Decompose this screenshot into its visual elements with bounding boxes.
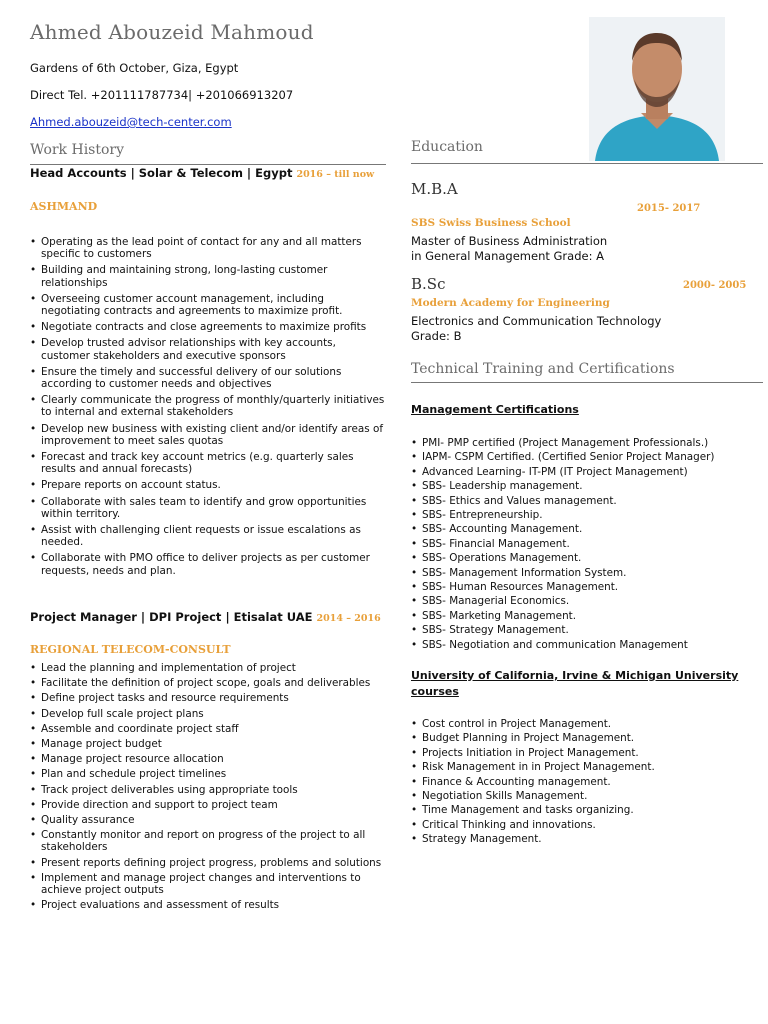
management-certifications-title: Management Certifications — [411, 403, 579, 416]
company-name-1: ASHMAND — [30, 200, 98, 213]
job-2-responsibilities — [30, 662, 386, 911]
list-item: • Manage project resource allocation — [30, 753, 386, 765]
list-item: • Plan and schedule project timelines — [30, 768, 386, 780]
degree-description: Master of Business Administration — [411, 234, 608, 248]
company-name-2: REGIONAL TELECOM-CONSULT — [30, 643, 231, 656]
list-item: • Define project tasks and resource requirements — [30, 692, 386, 704]
education-heading: Education — [411, 139, 483, 155]
person-silhouette-icon — [589, 17, 725, 161]
degree-grade: Grade: B — [411, 329, 462, 343]
list-item: • SBS- Leadership management. — [411, 479, 763, 493]
list-item: • Building and maintaining strong, long-lasting customer relationships — [30, 264, 386, 288]
list-item: • Develop trusted advisor relationships with key accounts, customer stakeholders and executive sponsors — [30, 337, 386, 361]
list-item: • Projects Initiation in Project Management. — [411, 746, 763, 760]
work-history-heading: Work History — [30, 142, 125, 158]
list-item: • Negotiation Skills Management. — [411, 789, 763, 803]
work-history-divider — [30, 164, 386, 165]
list-item: • Constantly monitor and report on progress of the project to all stakeholders — [30, 829, 386, 853]
list-item: • Collaborate with PMO office to deliver projects as per customer requests, needs and plan. — [30, 552, 386, 576]
list-item: • Advanced Learning- IT-PM (IT Project Management) — [411, 465, 763, 479]
job-title-text: Project Manager | DPI Project | Etisalat UAE — [30, 610, 313, 624]
degree-dates: 2000- 2005 — [683, 280, 747, 291]
training-heading: Technical Training and Certifications — [411, 361, 675, 377]
degree-description: Electronics and Communication Technology — [411, 314, 662, 328]
list-item: • SBS- Entrepreneurship. — [411, 508, 763, 522]
degree-mba: M.B.A — [411, 180, 458, 198]
list-item: • Assist with challenging client requests or issue escalations as needed. — [30, 524, 386, 548]
job-dates: 2014 – 2016 — [316, 613, 381, 624]
list-item: • Prepare reports on account status. — [30, 479, 386, 491]
list-item: • SBS- Strategy Management. — [411, 623, 763, 637]
list-item: • Cost control in Project Management. — [411, 717, 763, 731]
job-title-text: Head Accounts | Solar & Telecom | Egypt — [30, 166, 293, 180]
list-item: • Lead the planning and implementation of project — [30, 662, 386, 674]
job-dates: 2016 – till now — [296, 169, 375, 180]
list-item: • Overseeing customer account management, including negotiating contracts and agreements to maximize profit. — [30, 293, 386, 317]
phone-numbers: Direct Tel. +201111787734| +201066913207 — [30, 88, 294, 102]
list-item: • SBS- Marketing Management. — [411, 609, 763, 623]
university-courses-list — [411, 717, 763, 847]
degree-grade: in General Management Grade: A — [411, 249, 604, 263]
list-item: • SBS- Managerial Economics. — [411, 594, 763, 608]
email-link[interactable]: Ahmed.abouzeid@tech-center.com — [30, 115, 232, 129]
list-item: • SBS- Ethics and Values management. — [411, 494, 763, 508]
list-item: • Critical Thinking and innovations. — [411, 818, 763, 832]
list-item: • Manage project budget — [30, 738, 386, 750]
university-courses-subtitle: courses — [411, 685, 459, 698]
list-item: • Assemble and coordinate project staff — [30, 723, 386, 735]
list-item: • SBS- Operations Management. — [411, 551, 763, 565]
profile-photo — [589, 17, 725, 161]
school-name: SBS Swiss Business School — [411, 217, 571, 229]
candidate-name: Ahmed Abouzeid Mahmoud — [30, 20, 314, 44]
degree-dates: 2015- 2017 — [637, 203, 701, 214]
list-item: • Risk Management in in Project Management. — [411, 760, 763, 774]
list-item: • Budget Planning in Project Management. — [411, 731, 763, 745]
list-item: • SBS- Negotiation and communication Management — [411, 638, 763, 652]
list-item: • Ensure the timely and successful delivery of our solutions according to customer needs and objectives — [30, 366, 386, 390]
education-divider — [411, 163, 763, 164]
list-item: • Implement and manage project changes and interventions to achieve project outputs — [30, 872, 386, 896]
job-title-2 — [30, 610, 381, 624]
list-item: • Forecast and track key account metrics (e.g. quarterly sales results and annual forecasts) — [30, 451, 386, 475]
list-item: • Finance & Accounting management. — [411, 775, 763, 789]
list-item: • SBS- Accounting Management. — [411, 522, 763, 536]
degree-bsc: B.Sc — [411, 275, 446, 293]
list-item: • Provide direction and support to project team — [30, 799, 386, 811]
list-item: • SBS- Financial Management. — [411, 537, 763, 551]
list-item: • Present reports defining project progress, problems and solutions — [30, 857, 386, 869]
address: Gardens of 6th October, Giza, Egypt — [30, 61, 239, 75]
university-courses-title: University of California, Irvine & Michigan University — [411, 669, 739, 682]
list-item: • Track project deliverables using appropriate tools — [30, 784, 386, 796]
list-item: • SBS- Management Information System. — [411, 566, 763, 580]
training-divider — [411, 382, 763, 383]
job-title-1 — [30, 166, 374, 180]
school-name: Modern Academy for Engineering — [411, 297, 610, 309]
list-item: • IAPM- CSPM Certified. (Certified Senior Project Manager) — [411, 450, 763, 464]
list-item: • Time Management and tasks organizing. — [411, 803, 763, 817]
list-item: • SBS- Human Resources Management. — [411, 580, 763, 594]
management-certifications-list — [411, 436, 763, 652]
list-item: • Develop full scale project plans — [30, 708, 386, 720]
list-item: • Collaborate with sales team to identify and grow opportunities within territory. — [30, 496, 386, 520]
list-item: • Negotiate contracts and close agreements to maximize profits — [30, 321, 386, 333]
list-item: • Operating as the lead point of contact for any and all matters specific to customers — [30, 236, 386, 260]
list-item: • Clearly communicate the progress of monthly/quarterly initiatives to internal and external stakeholders — [30, 394, 386, 418]
list-item: • PMI- PMP certified (Project Management Professionals.) — [411, 436, 763, 450]
list-item: • Project evaluations and assessment of results — [30, 899, 386, 911]
list-item: • Develop new business with existing client and/or identify areas of improvement to meet sales quotas — [30, 423, 386, 447]
job-1-responsibilities — [30, 236, 386, 577]
list-item: • Quality assurance — [30, 814, 386, 826]
list-item: • Facilitate the definition of project scope, goals and deliverables — [30, 677, 386, 689]
list-item: • Strategy Management. — [411, 832, 763, 846]
